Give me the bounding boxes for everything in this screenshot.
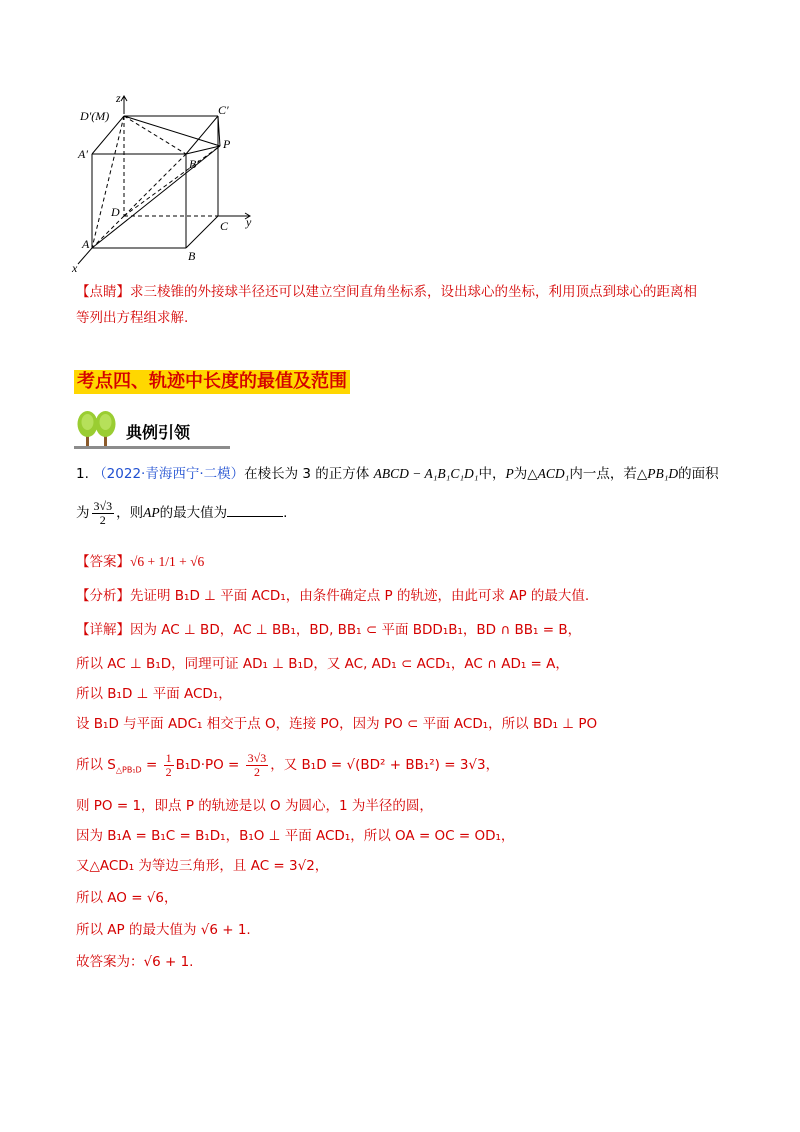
detail-line-9	[76, 888, 178, 908]
detail-line-6	[76, 796, 433, 816]
tip-text-2: 等列出方程组求解.	[76, 310, 189, 326]
detail-text-5a: 所以 S	[76, 757, 116, 773]
problem-ap: AP	[143, 505, 160, 520]
label-x: x	[72, 261, 78, 275]
detail-text-9: 所以 AO = √6，	[76, 890, 178, 906]
label-aprime: A′	[78, 147, 88, 161]
section-title: 考点四、轨迹中长度的最值及范围	[74, 370, 350, 394]
label-y: y	[246, 215, 252, 229]
problem-number: 1.	[76, 466, 89, 482]
example-header	[70, 408, 230, 452]
detail-text-5b: =	[141, 757, 162, 773]
problem-line-1	[76, 464, 719, 484]
answer-tag: 【答案】	[76, 554, 130, 570]
cube-figure	[60, 88, 270, 278]
detail-line-3	[76, 684, 232, 704]
detail-line-5	[76, 748, 499, 788]
answer-value: √6 + 1/1 + √6	[130, 554, 205, 569]
answer-line	[76, 552, 204, 572]
tip-tag: 【点睛】	[76, 284, 130, 300]
detail-line-11	[76, 952, 193, 972]
example-underline	[74, 446, 230, 449]
detail-text-5c: B₁D·PO =	[175, 757, 244, 773]
analysis-line	[76, 586, 589, 606]
detail-text-2: 所以 AC ⊥ B₁D，同理可证 AD₁ ⊥ B₁D，又 AC, AD₁ ⊂ ACD₁，AC ∩ AD₁ = A，	[76, 656, 569, 672]
problem-text-7: ，则	[116, 505, 144, 521]
problem-p: P	[505, 466, 514, 481]
detail-line-8	[76, 856, 328, 876]
tip-line-1	[76, 282, 697, 302]
problem-text-8: 的最大值为	[159, 505, 228, 521]
half-fraction	[164, 752, 174, 779]
area-denominator: 2	[99, 512, 106, 527]
answer-blank	[227, 504, 283, 517]
detail-area-fraction	[246, 752, 269, 779]
detail-area-numerator: 3√3	[247, 750, 267, 765]
analysis-tag: 【分析】	[76, 588, 130, 604]
problem-source: （2022·青海西宁·二模）	[93, 466, 245, 482]
problem-text-9: .	[283, 505, 288, 521]
problem-text-2: 中，	[478, 466, 506, 482]
tree-icon	[72, 408, 122, 450]
detail-text-3: 所以 B₁D ⊥ 平面 ACD₁，	[76, 686, 232, 702]
detail-tag: 【详解】	[76, 622, 130, 638]
label-c: C	[220, 219, 229, 233]
detail-text-6: 则 PO = 1，即点 P 的轨迹是以 O 为圆心，1 为半径的圆，	[76, 798, 433, 814]
detail-line-4	[76, 714, 597, 734]
detail-text-11: 故答案为：√6 + 1.	[76, 954, 194, 970]
label-cprime: C′	[218, 103, 229, 117]
half-numerator: 1	[165, 750, 172, 765]
detail-area-subscript: △PB₁D	[115, 765, 142, 775]
label-a: A	[82, 237, 90, 251]
detail-text-1: 因为 AC ⊥ BD，AC ⊥ BB₁，BD, BB₁ ⊂ 平面 BDD₁B₁，BD ∩ BB₁ = B，	[130, 622, 582, 638]
detail-line-10	[76, 920, 251, 940]
label-p: P	[223, 137, 231, 151]
detail-line-7	[76, 826, 514, 846]
problem-text-4: 内一点，若	[569, 466, 637, 482]
detail-text-10: 所以 AP 的最大值为 √6 + 1.	[76, 922, 251, 938]
analysis-text: 先证明 B₁D ⊥ 平面 ACD₁，由条件确定点 P 的轨迹，由此可求 AP 的最大值.	[130, 588, 590, 604]
detail-line-1	[76, 620, 581, 640]
problem-triangle-2: △PB₁D	[636, 466, 679, 481]
tip-line-2	[76, 308, 188, 328]
half-denominator: 2	[165, 764, 172, 779]
detail-text-5d: ，又 B₁D = √(BD² + BB₁²) = 3√3，	[270, 757, 500, 773]
detail-area-denominator: 2	[253, 764, 260, 779]
detail-text-8: 又△ACD₁ 为等边三角形，且 AC = 3√2，	[76, 858, 329, 874]
detail-text-7: 因为 B₁A = B₁C = B₁D₁，B₁O ⊥ 平面 ACD₁，所以 OA = OC = OD₁，	[76, 828, 515, 844]
problem-cube: ABCD − A₁B₁C₁D₁	[373, 466, 479, 481]
problem-text-1: 在棱长为 3 的正方体	[244, 466, 370, 482]
problem-line-2	[76, 496, 287, 530]
area-fraction	[92, 500, 115, 527]
label-z: z	[116, 91, 121, 105]
detail-line-2	[76, 654, 569, 674]
problem-text-5: 的面积	[678, 466, 719, 482]
problem-text-6: 为	[76, 505, 90, 521]
problem-text-3: 为△	[513, 466, 538, 482]
example-label: 典例引领	[126, 423, 191, 442]
label-bprime: B′	[189, 157, 199, 171]
detail-text-4: 设 B₁D 与平面 ADC₁ 相交于点 O，连接 PO，因为 PO ⊂ 平面 ACD₁，所以 BD₁ ⊥ PO	[76, 716, 598, 732]
area-numerator: 3√3	[93, 498, 113, 513]
label-d: D	[111, 205, 120, 219]
label-dprime-m: D′(M)	[80, 109, 110, 123]
problem-triangle: ACD₁	[537, 466, 570, 481]
tip-text-1: 求三棱锥的外接球半径还可以建立空间直角坐标系，设出球心的坐标，利用顶点到球心的距离相	[130, 284, 697, 300]
label-b: B	[188, 249, 196, 263]
